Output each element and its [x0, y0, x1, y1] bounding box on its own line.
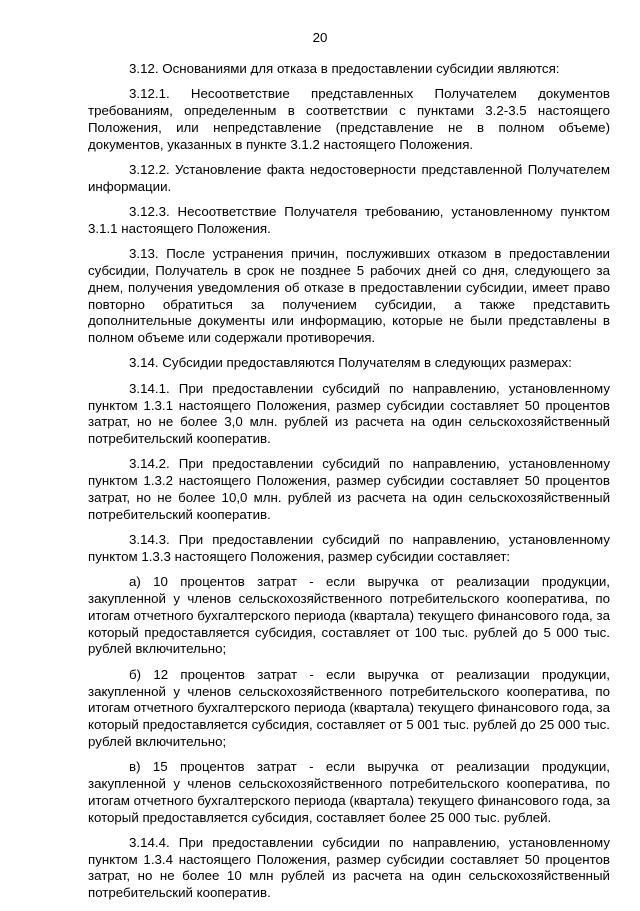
paragraph-item-b: б) 12 процентов затрат - если выручка от реализации продукции, закупленной у членов сельскохозяйственного потребительского кооператива, по итогам отчетного бухгалтерского периода (квартала) текущего финансового года, за который предоставляется субсидия, составляет от 5 001 тыс. рублей до 25 000 тыс. рублей включительно;	[88, 666, 610, 749]
paragraph-3-14-4: 3.14.4. При предоставлении субсидии по направлению, установленному пунктом 1.3.4 настоящего Положения, размер субсидии составляет 50 процентов затрат, но не более 10 млн рублей из расчета на один сельскохозяйственный потребительский кооператив.	[88, 834, 610, 901]
paragraph-3-13: 3.13. После устранения причин, послуживших отказом в предоставлении субсидии, Получатель в срок не позднее 5 рабочих дней со дня, следующего за днем, получения уведомления об отказе в предоставлении субсидии, имеет право повторно обратиться за получением субсидии, а также представить дополнительные документы или информацию, которые не были представлены в полном объеме или содержали противоречия.	[88, 246, 610, 346]
document-body	[88, 61, 610, 911]
paragraph-3-12-1: 3.12.1. Несоответствие представленных Получателем документов требованиям, определенным в соответствии с пунктами 3.2-3.5 настоящего Положения, или непредставление (представление не в полном объеме) документов, указанных в пункте 3.1.2 настоящего Положения.	[88, 86, 610, 152]
paragraph-item-a: а) 10 процентов затрат - если выручка от реализации продукции, закупленной у членов сельскохозяйственного потребительского кооператива, по итогам отчетного бухгалтерского периода (квартала) текущего финансового года, за который предоставляется субсидия, составляет от 100 тыс. рублей до 5 000 тыс. рублей включительно;	[88, 574, 610, 657]
paragraph-3-12-2: 3.12.2. Установление факта недостоверности представленной Получателем информации.	[88, 161, 610, 194]
paragraph-item-v: в) 15 процентов затрат - если выручка от реализации продукции, закупленной у членов сельскохозяйственного потребительского кооператива, по итогам отчетного бухгалтерского периода (квартала) текущего финансового года, за который предоставляется субсидия, составляет более 25 000 тыс. рублей.	[88, 759, 610, 825]
page-number: 20	[312, 30, 328, 45]
paragraph-3-12: 3.12. Основаниями для отказа в предоставлении субсидии являются:	[129, 61, 560, 76]
paragraph-3-12-3: 3.12.3. Несоответствие Получателя требованию, установленному пунктом 3.1.1 настоящего Положения.	[88, 204, 610, 236]
paragraph-3-14-1: 3.14.1. При предоставлении субсидий по направлению, установленному пунктом 1.3.1 настоящего Положения, размер субсидии составляет 50 процентов затрат, но не более 3,0 млн. рублей из расчета на один сельскохозяйственный потребительский кооператив.	[88, 380, 610, 447]
paragraph-3-14-3: 3.14.3. При предоставлении субсидий по направлению, установленному пунктом 1.3.3 настоящего Положения, размер субсидии составляет:	[88, 532, 610, 564]
paragraph-3-14: 3.14. Субсидии предоставляются Получателям в следующих размерах:	[129, 355, 572, 371]
paragraph-3-14-2: 3.14.2. При предоставлении субсидий по направлению, установленному пунктом 1.3.2 настоящего Положения, размер субсидии составляет 50 процентов затрат, но не более 10,0 млн. рублей из расчета на один сельскохозяйственный потребительский кооператив.	[88, 456, 610, 522]
